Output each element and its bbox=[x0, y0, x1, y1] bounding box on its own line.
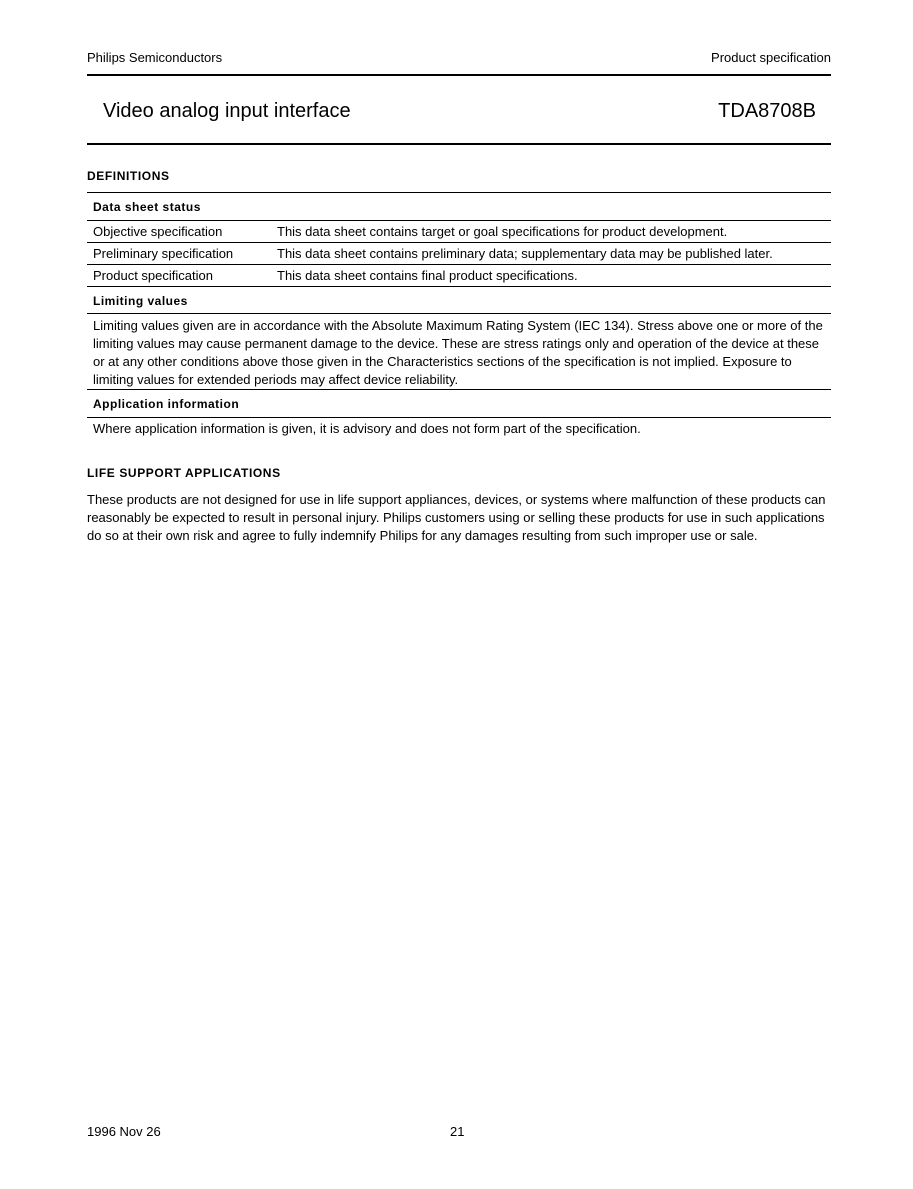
application-information-text: Where application information is given, it is advisory and does not form part of the specification. bbox=[93, 421, 641, 436]
status-description: This data sheet contains final product specifications. bbox=[277, 268, 578, 283]
document-type: Product specification bbox=[711, 50, 831, 65]
status-term: Objective specification bbox=[93, 224, 223, 239]
life-support-text: These products are not designed for use in life support appliances, devices, or systems where malfunction of these products can reasonably be expected to result in personal injury. Philips customers using or selling these products for use in such applications do so at their own risk and agree to fully indemnify Philips for any damages resulting from such improper use or sale. bbox=[87, 492, 826, 543]
status-term: Preliminary specification bbox=[93, 246, 234, 261]
company-name: Philips Semiconductors bbox=[87, 50, 223, 65]
data-sheet-status-heading: Data sheet status bbox=[93, 200, 201, 214]
footer-date: 1996 Nov 26 bbox=[87, 1124, 161, 1139]
header-rule-bottom bbox=[87, 143, 831, 145]
table-rule bbox=[87, 417, 831, 418]
page-number: 21 bbox=[450, 1124, 465, 1139]
table-rule bbox=[87, 220, 831, 221]
definitions-heading: DEFINITIONS bbox=[87, 169, 170, 183]
header-rule-top bbox=[87, 74, 831, 76]
status-term: Product specification bbox=[93, 268, 213, 283]
table-rule bbox=[87, 192, 831, 193]
status-description: This data sheet contains target or goal specifications for product development. bbox=[277, 224, 728, 239]
part-number: TDA8708B bbox=[718, 100, 816, 122]
status-description: This data sheet contains preliminary data; supplementary data may be published later. bbox=[277, 246, 773, 261]
application-information-heading: Application information bbox=[93, 397, 240, 411]
limiting-values-heading: Limiting values bbox=[93, 294, 188, 308]
table-rule bbox=[87, 242, 831, 243]
table-rule bbox=[87, 264, 831, 265]
limiting-values-text: Limiting values given are in accordance with the Absolute Maximum Rating System (IEC 134). Stress above one or more of the limiting values may cause permanent damage to the device. These are stress ratings only and operation of the device at these or at any other conditions above those given in the Characteristics sections of the specification is not implied. Exposure to limiting values for extended periods may affect device reliability. bbox=[93, 318, 823, 387]
table-rule bbox=[87, 313, 831, 314]
table-rule bbox=[87, 389, 831, 390]
life-support-heading: LIFE SUPPORT APPLICATIONS bbox=[87, 466, 281, 480]
table-rule bbox=[87, 286, 831, 287]
page-title: Video analog input interface bbox=[103, 100, 351, 122]
